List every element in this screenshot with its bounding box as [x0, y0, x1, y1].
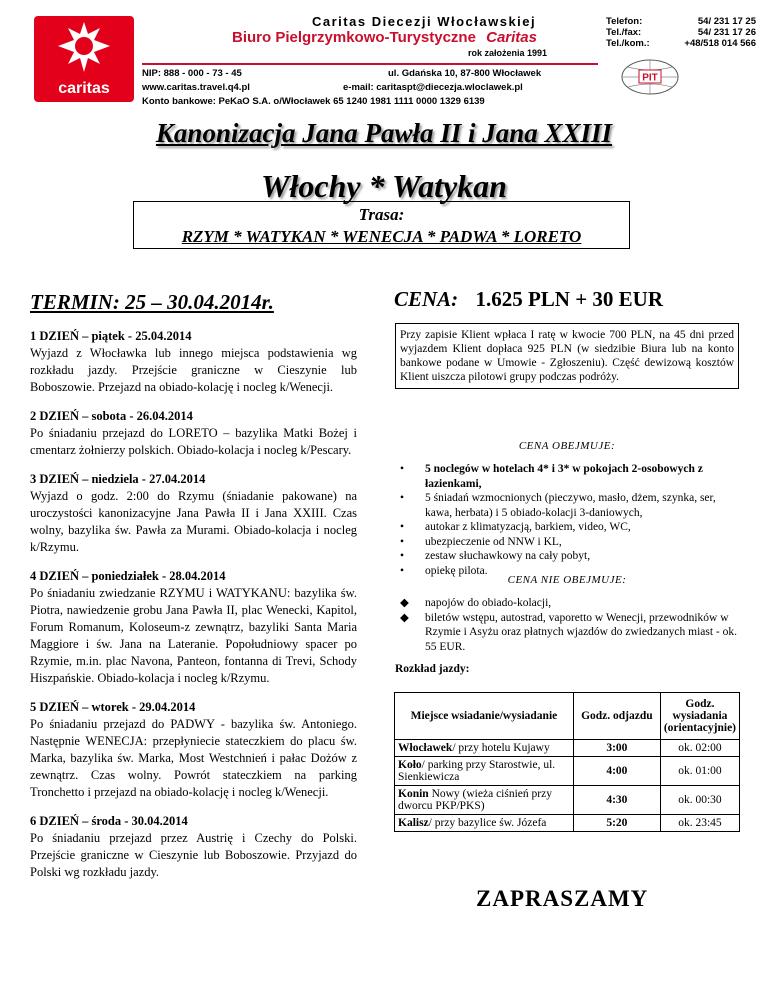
closing-text: ZAPRASZAMY [476, 886, 649, 911]
office-name [232, 29, 537, 46]
trip-dates: TERMIN: 25 – 30.04.2014r. [30, 290, 274, 314]
bank-account: Konto bankowe: PeKaO S.A. o/Włocławek 65 1240 1981 1111 0000 1329 6139 [142, 96, 485, 107]
place-cell: Włocławek/ przy hotelu Kujawy [395, 740, 574, 757]
contact-value: +48/518 014 566 [684, 38, 756, 49]
pit-logo-icon [620, 58, 680, 96]
depart-cell: 5:20 [573, 815, 660, 832]
day-text: Wyjazd z Włocławka lub innego miejsca podstawienia wg rozkładu jazdy. Przejście graniczne w Cieszynie lub Boboszowie. Przejazd na obiado-kolację i nocleg k/Wenecji. [30, 346, 357, 394]
bullet-icon: • [400, 535, 405, 548]
arrive-cell: ok. 02:00 [660, 740, 739, 757]
day-title: 3 DZIEŃ – niedziela - 27.04.2014 [30, 472, 206, 486]
schedule-table [394, 692, 740, 832]
page-subtitle: Włochy * Watykan [261, 168, 507, 204]
day-title: 1 DZIEŃ – piątek - 25.04.2014 [30, 329, 192, 343]
list-item: • zestaw słuchawkowy na cały pobyt, [400, 550, 591, 562]
org-name: Caritas Diecezji Włocławskiej [312, 14, 537, 29]
day-title: 4 DZIEŃ – poniedziałek - 28.04.2014 [30, 569, 226, 583]
contact-label: Tel./fax: [606, 27, 642, 38]
excludes-heading: CENA NIE OBEJMUJE: [507, 574, 627, 586]
price-label: CENA: [394, 287, 459, 311]
pit-logo-text: PIT [642, 72, 658, 84]
diamond-bullet-icon: ◆ [400, 611, 409, 624]
contact-label: Tel./kom.: [606, 38, 650, 49]
bullet-icon: • [400, 564, 405, 577]
bullet-icon: • [400, 521, 405, 533]
table-row [395, 757, 740, 786]
route-box [133, 201, 630, 249]
list-item: • autokar z klimatyzacją, barkiem, video, WC, [400, 521, 631, 533]
depart-cell: 3:00 [573, 740, 660, 757]
table-row [395, 815, 740, 832]
founded-year: rok założenia 1991 [468, 48, 548, 58]
day-title: 2 DZIEŃ – sobota - 26.04.2014 [30, 409, 193, 423]
day-text: Wyjazd o godz. 2:00 do Rzymu (śniadanie pakowane) na uroczystości kanonizacyjne Jana Pawła II i Jana XXIII. Czas wolny, bazylika św. Pawła za Murami. Obiado-kolacja i nocleg k/Rzymu. [30, 489, 357, 554]
day-text: Po śniadaniu przejazd przez Austrię i Czechy do Polski. Przejście graniczne w Cieszynie lub Boboszowie. Przyjazd do Polski wg rozkładu jazdy. [30, 831, 357, 879]
list-item: ◆ napojów do obiado-kolacji, [400, 597, 552, 609]
contact-value: 54/ 231 17 25 [697, 16, 756, 27]
place-cell: Koło/ parking przy Starostwie, ul. Sienkiewicza [395, 757, 574, 786]
contact-row [606, 16, 756, 27]
route-value: RZYM * WATYKAN * WENECJA * PADWA * LORETO [181, 227, 582, 246]
depart-cell: 4:00 [573, 757, 660, 786]
list-item: • opiekę pilota. [400, 564, 488, 577]
list-item: ◆ biletów wstępu, autostrad, vaporetto w Wenecji, przewodników w Rzymie i Asyżu oraz płatnych wjazdów do zwiedzanych miast - ok. 55 EUR. [400, 611, 738, 653]
payment-note: Przy zapisie Klient wpłaca I ratę w kwocie 700 PLN, na 45 dni przed wyjazdem Klient dopłaca 925 PLN (w siedzibie Biura lub na konto bankowe podane w Umowie - Zgłoszeniu). Część dewizową kosztów Klient uiszcza pilotowi grupy podczas podróży. [395, 323, 739, 389]
contact-row [606, 38, 756, 49]
day-title: 6 DZIEŃ – środa - 30.04.2014 [30, 814, 188, 828]
table-header-row [395, 693, 740, 740]
column-header: Godz. wysiadania (orientacyjnie) [660, 693, 739, 740]
route-label: Trasa: [358, 205, 405, 224]
office-name-text: Biuro Pielgrzymkowo-Turystyczne [232, 29, 476, 46]
website-link[interactable]: www.caritas.travel.q4.pl [142, 82, 250, 93]
price [394, 287, 663, 312]
caritas-cross-icon [54, 20, 114, 74]
place-cell: Kalisz/ przy bazylice św. Józefa [395, 815, 574, 832]
bullet-icon: • [400, 492, 405, 504]
day-text: Po śniadaniu przejazd do LORETO – bazylika Matki Bożej i cmentarz żołnierzy polskich. Obiado-kolacja i nocleg k/Pescary. [30, 426, 357, 457]
page-title: Kanonizacja Jana Pawła II i Jana XXIII [155, 118, 613, 148]
excludes-list [400, 596, 739, 654]
office-brand: Caritas [486, 29, 537, 46]
contact-row [606, 27, 756, 38]
includes-list [400, 462, 739, 578]
day-text: Po śniadaniu zwiedzanie RZYMU i WATYKANU: bazylika św. Piotra, nawiedzenie grobu Jana Pawła II, plac Wenecki, Kapitol, Forum Romanum, Koloseum-z zewnątrz, bazyliki Santa Maria Maggiore i św. Jana na Lateranie. Popołudniowy spacer po Rzymie, m.in. plac Navona, Panteon, fontanna di Trevi, Schody Hiszpańskie. Obiado-kolacja i nocleg k/Rzymu. [30, 586, 357, 685]
includes-heading: CENA OBEJMUJE: [518, 440, 616, 452]
arrive-cell: ok. 01:00 [660, 757, 739, 786]
arrive-cell: ok. 00:30 [660, 786, 739, 815]
contact-value: 54/ 231 17 26 [697, 27, 756, 38]
day-text: Po śniadaniu przejazd do PADWY - bazylika św. Antoniego. Następnie WENECJA: przepłyniecie stateczkiem do placu św. Marka, bazylika św. Marka, Most Westchnień i pałac Dożów z zewnątrz. Czas wolny. Powrót stateczkiem na parking Tronchetto i przejazd na obiado-kolację i nocleg k/Wenecji. [30, 717, 357, 799]
itinerary [30, 328, 357, 881]
logo-text: caritas [58, 80, 110, 97]
nip: NIP: 888 - 000 - 73 - 45 [142, 68, 242, 79]
caritas-logo [34, 16, 134, 102]
table-row [395, 740, 740, 757]
contact-block [606, 16, 756, 49]
schedule-heading: Rozkład jazdy: [395, 663, 470, 675]
place-cell: Konin Nowy (wieża ciśnień przy dworcu PKP/PKS) [395, 786, 574, 815]
header-divider [142, 63, 598, 65]
column-header: Miejsce wsiadanie/wysiadanie [395, 693, 574, 740]
column-header: Godz. odjazdu [573, 693, 660, 740]
list-item: • 5 śniadań wzmocnionych (pieczywo, masło, dżem, szynka, ser, kawa, herbata) i 5 obiado-kolacji 3-daniowych, [400, 492, 716, 519]
bullet-icon: • [400, 463, 405, 475]
bullet-icon: • [400, 550, 405, 562]
depart-cell: 4:30 [573, 786, 660, 815]
day-title: 5 DZIEŃ – wtorek - 29.04.2014 [30, 700, 196, 714]
contact-label: Telefon: [606, 16, 643, 27]
table-row [395, 786, 740, 815]
arrive-cell: ok. 23:45 [660, 815, 739, 832]
diamond-bullet-icon: ◆ [400, 597, 409, 609]
price-value: 1.625 PLN + 30 EUR [475, 287, 663, 311]
address: ul. Gdańska 10, 87-800 Włocławek [388, 68, 542, 79]
email-link[interactable]: e-mail: caritaspt@diecezja.wloclawek.pl [343, 82, 523, 93]
list-item: • ubezpieczenie od NNW i KL, [400, 535, 562, 548]
list-item: • 5 noclegów w hotelach 4* i 3* w pokojach 2-osobowych z łazienkami, [400, 463, 703, 490]
